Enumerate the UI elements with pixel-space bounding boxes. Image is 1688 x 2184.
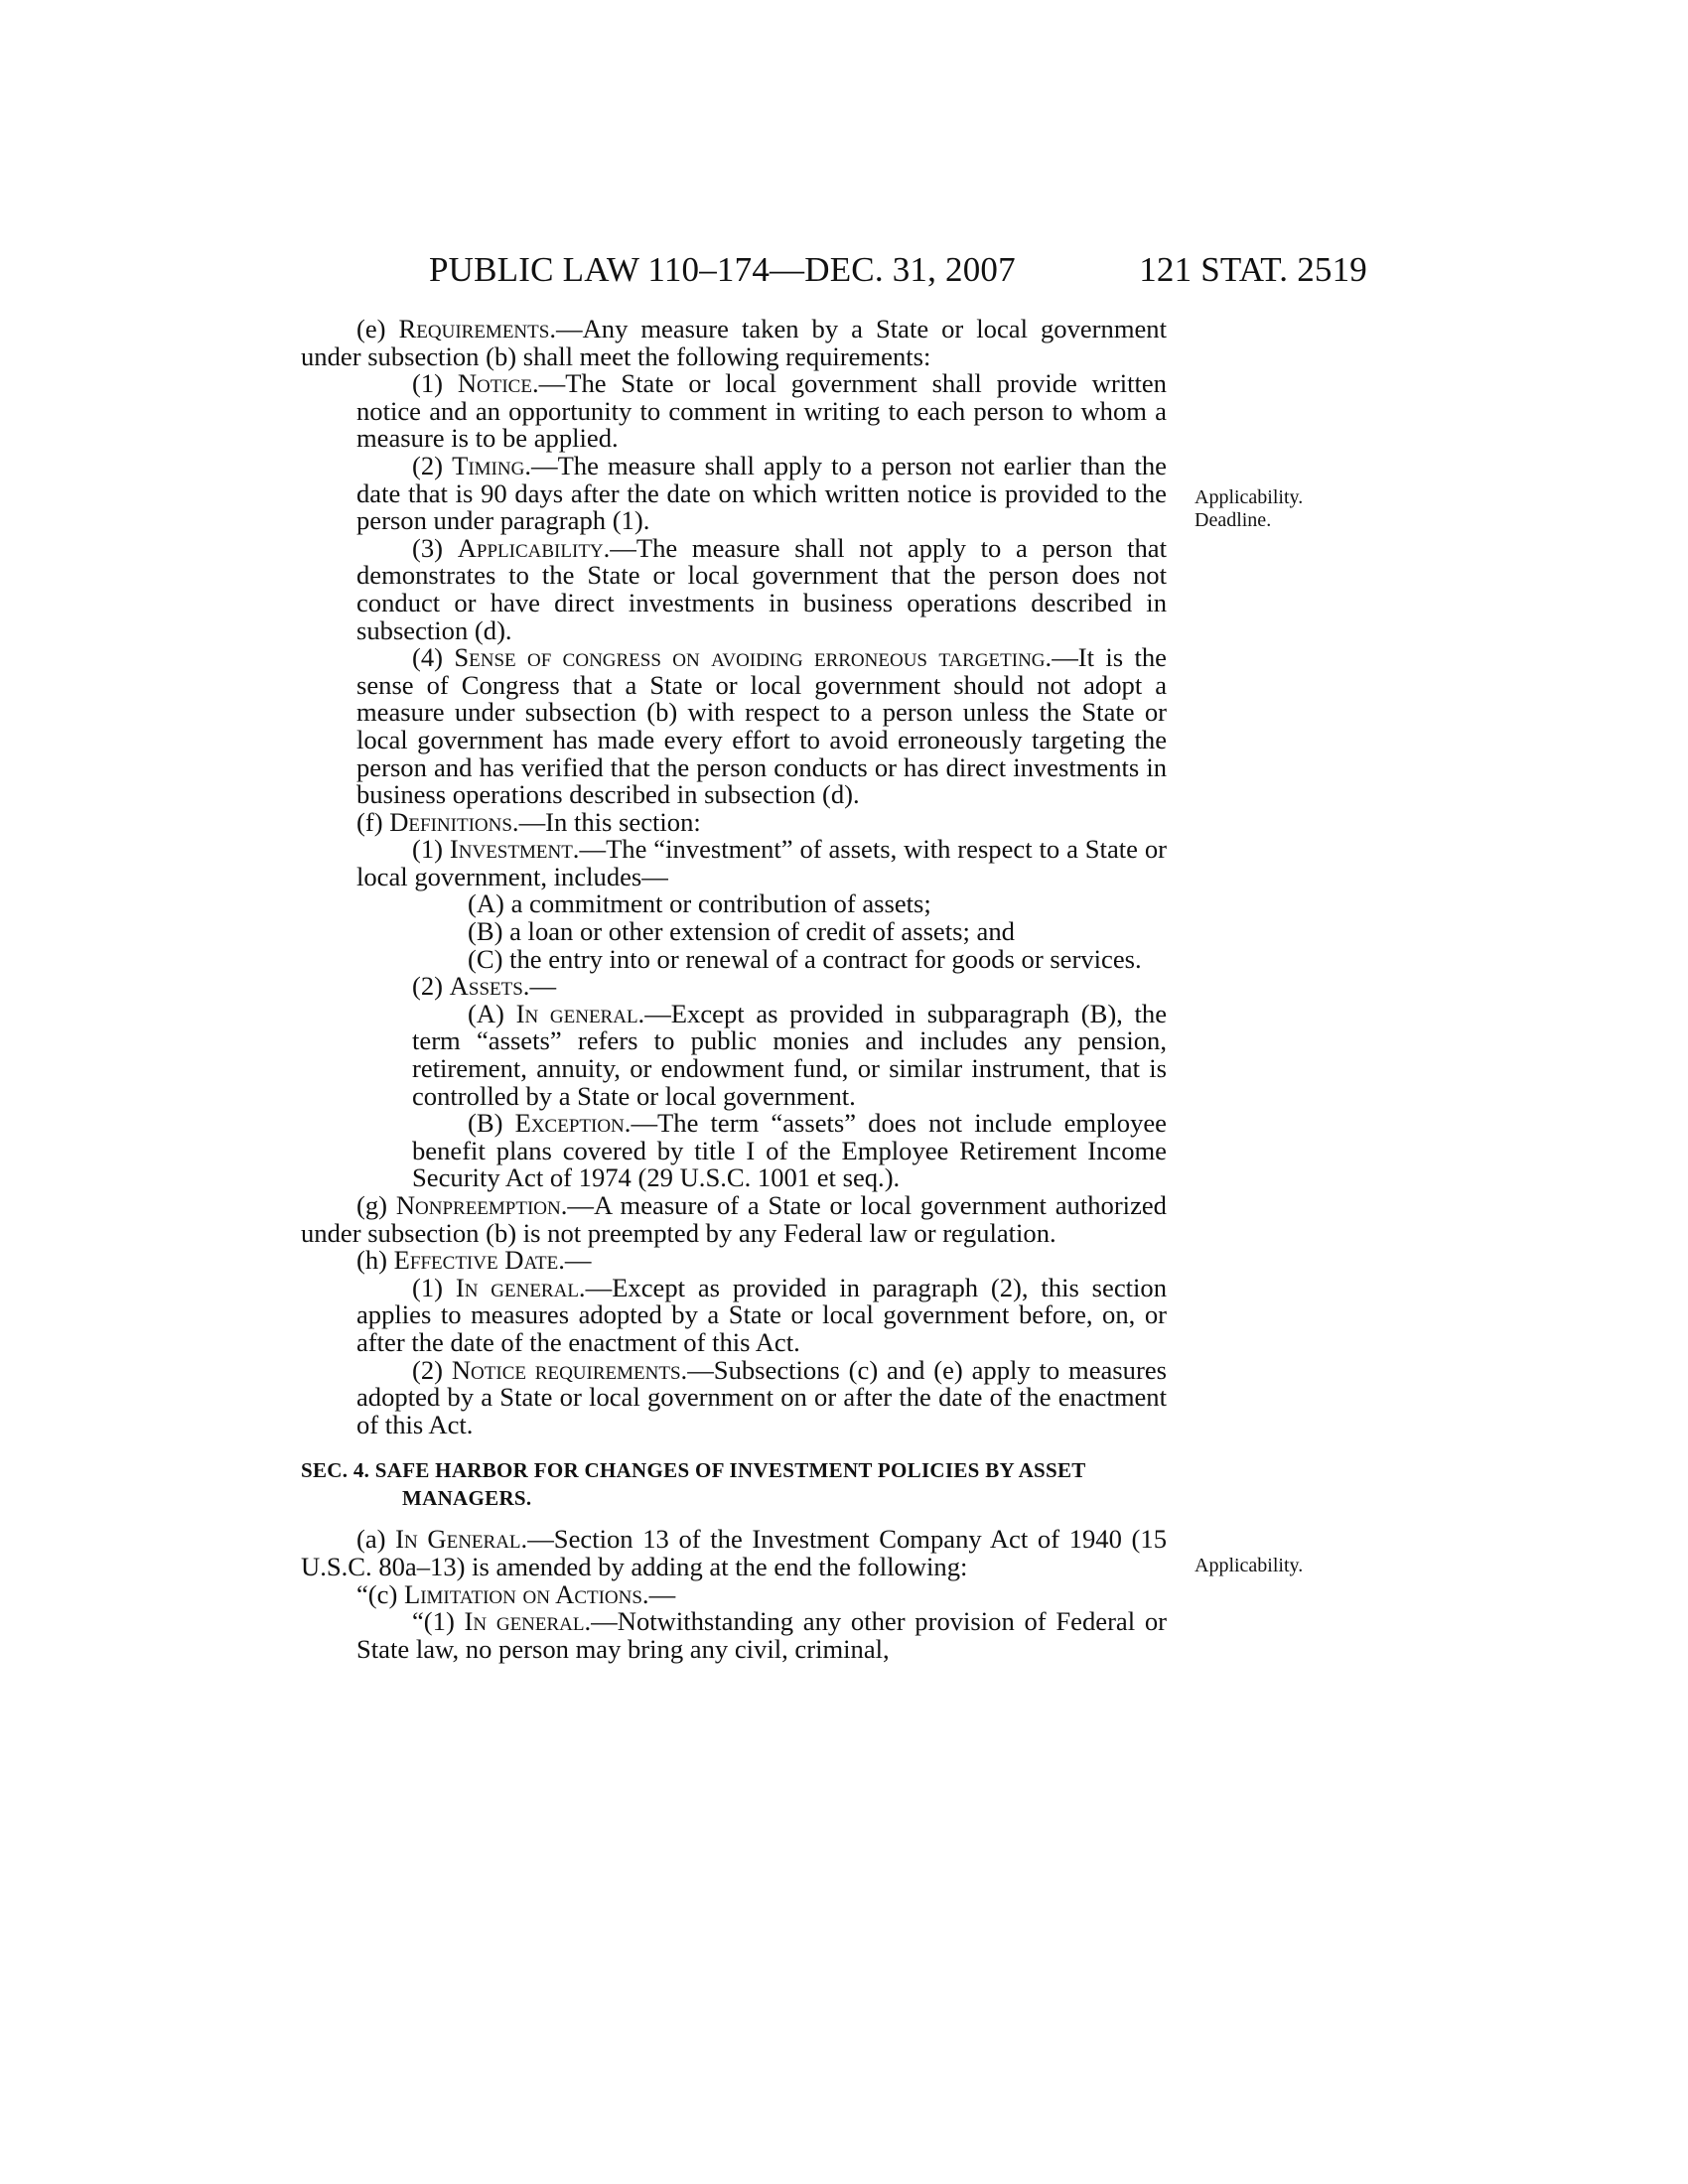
clause-f1-a: (A) a commitment or contribution of assets; (468, 888, 931, 919)
margin-note-applicability: Applicability. (1195, 1555, 1304, 1576)
subsection-e: (e) Requirements.—Any measure taken by a State or local government under subsection (b) shall meet the following requirements: (301, 314, 1167, 371)
paragraph-f1: (1) Investment.—The “investment” of assets, with respect to a State or local government, includes— (356, 834, 1167, 891)
margin-note-applicability-deadline: Applicability. Deadline. (1195, 486, 1304, 531)
subparagraph-f2-b: (B) Exception.—The term “assets” does not include employee benefit plans covered by title I of the Employee Retirement Income Security Act of 1974 (29 U.S.C. 1001 et seq.). (412, 1108, 1167, 1193)
section-4-subsection-a: (a) In General.—Section 13 of the Investment Company Act of 1940 (15 U.S.C. 80a–13) is amended by adding at the end the following: (301, 1524, 1168, 1581)
section-4-heading: SEC. 4. SAFE HARBOR FOR CHANGES OF INVESTMENT POLICIES BY ASSET MANAGERS. (301, 1458, 1086, 1511)
quoted-subsection-c: “(c) Limitation on Actions.— (356, 1578, 676, 1609)
paragraph-e3: (3) Applicability.—The measure shall not apply to a person that demonstrates to the State or local government that the person does not conduct or have direct investments in business operations described in subsection (d). (356, 532, 1167, 645)
subsection-f: (f) Definitions.—In this section: (356, 806, 701, 837)
paragraph-e4: (4) Sense of congress on avoiding erroneous targeting.—It is the sense of Congress that a State or local government should not adopt a measure under subsection (b) with respect to a person unless the State or local government has made every effort to avoid erroneously targeting the person and has verified that the person conducts or has direct investments in business operations described in subsection (d). (356, 642, 1167, 810)
quoted-paragraph-c1: “(1) In general.—Notwithstanding any other provision of Federal or State law, no person may bring any civil, criminal, (356, 1606, 1168, 1664)
paragraph-e2: (2) Timing.—The measure shall apply to a person not earlier than the date that is 90 days after the date on which written notice is provided to the person under paragraph (1). (356, 450, 1167, 536)
paragraph-h2: (2) Notice requirements.—Subsections (c) and (e) apply to measures adopted by a State or local government on or after the date of the enactment of this Act. (356, 1354, 1167, 1439)
clause-f1-b: (B) a loan or other extension of credit of assets; and (468, 916, 1015, 947)
document-body (301, 316, 1167, 1663)
paragraph-f2: (2) Assets.— (412, 971, 557, 1002)
paragraph-e1: (1) Notice.—The State or local government shall provide written notice and an opportunity to comment in writing to each person to whom a measure is to be applied. (356, 368, 1167, 454)
paragraph-h1: (1) In general.—Except as provided in paragraph (2), this section applies to measures adopted by a State or local government before, on, or after the date of the enactment of this Act. (356, 1272, 1167, 1357)
header-page-number: 121 STAT. 2519 (1139, 250, 1367, 289)
subsection-g: (g) Nonpreemption.—A measure of a State or local government authorized under subsection (b) is not preempted by any Federal law or regulation. (301, 1190, 1167, 1248)
header-title: PUBLIC LAW 110–174—DEC. 31, 2007 (429, 250, 1016, 289)
subparagraph-f2-a: (A) In general.—Except as provided in subparagraph (B), the term “assets” refers to public monies and includes any pension, retirement, annuity, or endowment fund, or similar instrument, that is controlled by a State or local government. (412, 998, 1168, 1111)
clause-f1-c: (C) the entry into or renewal of a contract for goods or services. (468, 943, 1142, 974)
subsection-h: (h) Effective Date.— (356, 1245, 592, 1276)
